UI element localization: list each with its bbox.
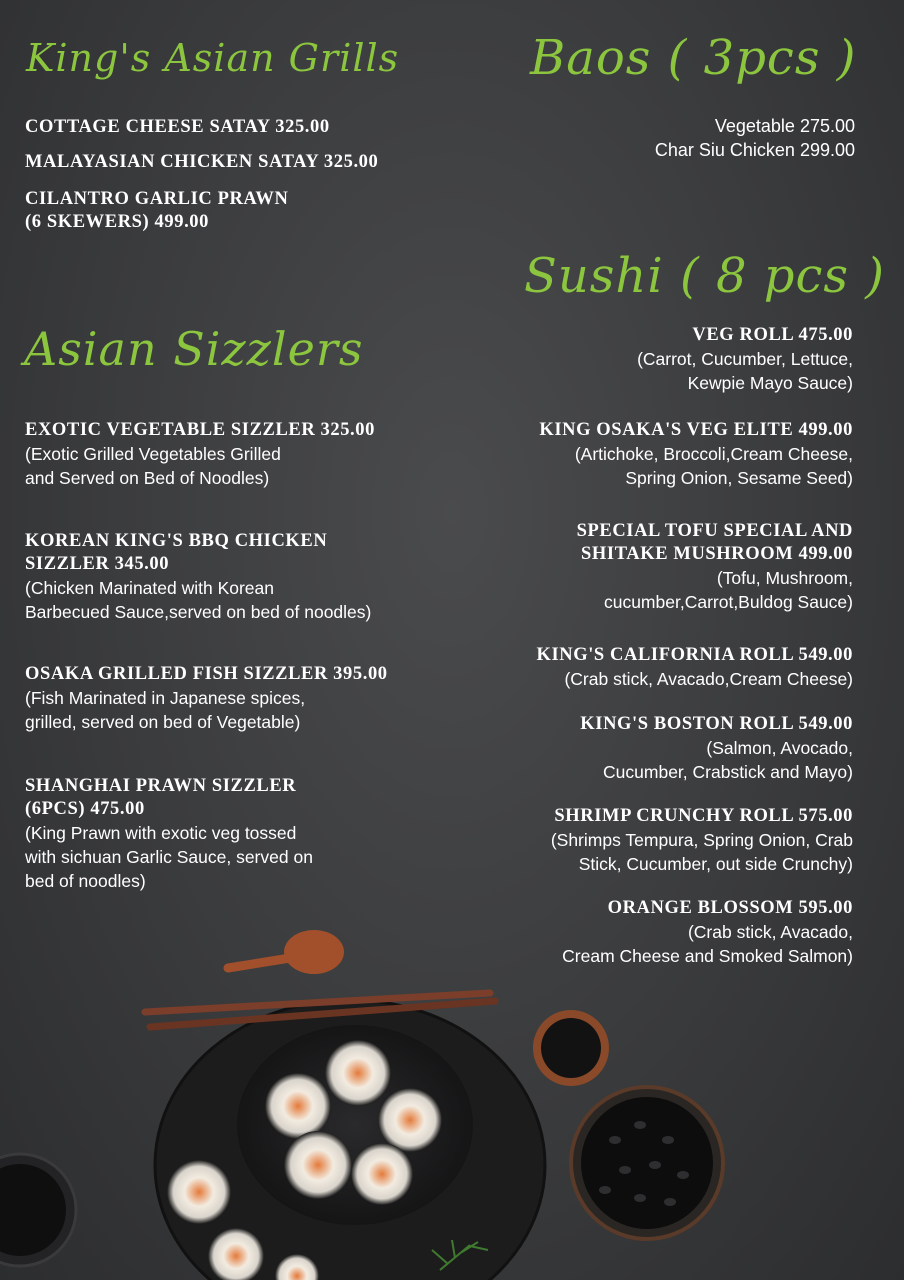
sizzler-item-name: EXOTIC VEGETABLE SIZZLER 325.00: [25, 420, 375, 440]
baos-heading: Baos ( 3pcs ): [530, 30, 857, 86]
sizzler-item-name: OSAKA GRILLED FISH SIZZLER 395.00: [25, 664, 388, 684]
sushi-item-desc: (Crab stick, Avacado, Cream Cheese and Smoked Salmon): [562, 922, 853, 966]
sizzler-item-desc: (Exotic Grilled Vegetables Grilled and Served on Bed of Noodles): [25, 444, 281, 488]
sushi-item-desc: (Shrimps Tempura, Spring Onion, Crab Stick, Cucumber, out side Crunchy): [550, 830, 853, 874]
sizzler-item: [25, 530, 371, 624]
sushi-item-name: ORANGE BLOSSOM 595.00: [607, 898, 853, 918]
sushi-item: [577, 520, 853, 614]
sushi-heading: Sushi ( 8 pcs ): [524, 248, 885, 304]
sushi-item-desc: (Salmon, Avocado, Cucumber, Crabstick and Mayo): [603, 738, 853, 782]
spoon-bowl: [284, 930, 344, 974]
sushi-item: [580, 713, 853, 784]
sushi-roll: [265, 1073, 331, 1139]
sushi-roll: [351, 1143, 413, 1205]
grill-item: [25, 188, 288, 234]
spoon-handle: [228, 958, 290, 968]
grill-item-name: MALAYASIAN CHICKEN SATAY 325.00: [25, 152, 379, 172]
soy-sauce: [541, 1018, 601, 1078]
sushi-item-name: KING'S CALIFORNIA ROLL 549.00: [536, 645, 853, 665]
grill-item-name: CILANTRO GARLIC PRAWN (6 SKEWERS) 499.00: [25, 189, 289, 232]
sushi-roll: [284, 1131, 352, 1199]
sizzler-item-desc: (Fish Marinated in Japanese spices, grilled, served on bed of Vegetable): [25, 688, 306, 732]
sushi-item-desc: (Crab stick, Avacado,Cream Cheese): [564, 669, 853, 689]
bao-item: Char Siu Chicken 299.00: [654, 140, 855, 160]
sushi-item-name: KING OSAKA'S VEG ELITE 499.00: [539, 420, 853, 440]
sushi-plate-photo: [0, 920, 904, 1280]
sushi-item: [539, 419, 853, 490]
sizzler-item-name: KOREAN KING'S BBQ CHICKEN SIZZLER 345.00: [25, 531, 328, 574]
bao-item: Vegetable 275.00: [714, 116, 855, 136]
grill-item: [25, 151, 378, 174]
grills-heading: King's Asian Grills: [26, 36, 400, 80]
sushi-item-desc: (Carrot, Cucumber, Lettuce, Kewpie Mayo Sauce): [637, 349, 853, 393]
sushi-item-name: KING'S BOSTON ROLL 549.00: [580, 714, 853, 734]
sizzler-item-desc: (King Prawn with exotic veg tossed with sichuan Garlic Sauce, served on bed of noodles): [25, 823, 313, 891]
sizzler-item: [25, 419, 375, 490]
sushi-item-name: VEG ROLL 475.00: [692, 325, 853, 345]
sushi-roll: [167, 1160, 231, 1224]
bao-list: [655, 114, 855, 162]
sushi-item-desc: (Artichoke, Broccoli,Cream Cheese, Spring Onion, Sesame Seed): [574, 444, 853, 488]
sushi-item: [551, 805, 853, 876]
sizzler-item: [25, 663, 388, 734]
sushi-item-name: SPECIAL TOFU SPECIAL AND SHITAKE MUSHROOM 499.00: [576, 521, 853, 564]
black-beans: [581, 1097, 713, 1229]
sizzler-item-name: SHANGHAI PRAWN SIZZLER (6PCS) 475.00: [25, 776, 297, 819]
sushi-item-name: SHRIMP CRUNCHY ROLL 575.00: [554, 806, 853, 826]
sushi-roll: [378, 1088, 442, 1152]
grill-item-name: COTTAGE CHEESE SATAY 325.00: [25, 117, 330, 137]
sushi-item: [637, 324, 853, 395]
sizzlers-heading: Asian Sizzlers: [24, 322, 364, 376]
sizzler-item-desc: (Chicken Marinated with Korean Barbecued Sauce,served on bed of noodles): [25, 578, 372, 622]
sushi-item-desc: (Tofu, Mushroom, cucumber,Carrot,Buldog Sauce): [603, 568, 853, 612]
sushi-item: [536, 644, 853, 691]
sushi-roll: [325, 1040, 391, 1106]
sizzler-item: [25, 775, 313, 893]
grill-item: [25, 116, 330, 139]
